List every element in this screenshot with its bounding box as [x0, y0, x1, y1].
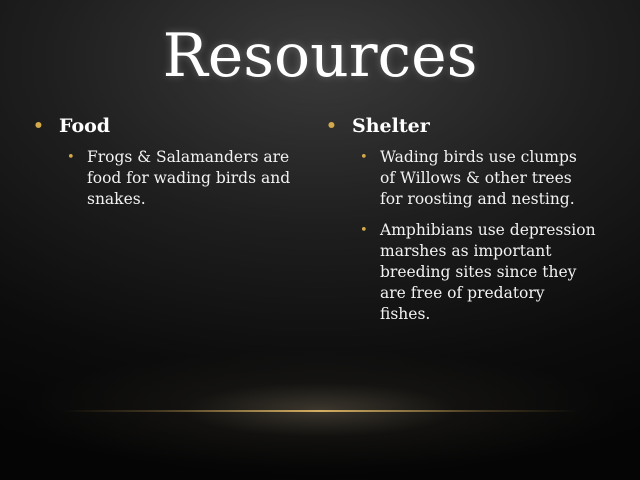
- bullet-icon: •: [326, 116, 337, 136]
- bullet-icon: •: [360, 223, 368, 238]
- slide-title: Resources: [162, 21, 478, 91]
- right-column: [326, 113, 596, 335]
- bullet-icon: •: [33, 116, 44, 136]
- list-item-text: Amphibians use depression marshes as important breeding sites since they are free of predatory fishes.: [380, 221, 596, 323]
- food-bullet: [33, 113, 293, 139]
- food-sublist: [67, 147, 293, 210]
- list-item-text: Frogs & Salamanders are food for wading birds and snakes.: [87, 148, 291, 208]
- left-column: [33, 113, 293, 220]
- bullet-icon: •: [360, 150, 368, 165]
- shelter-heading: Shelter: [352, 115, 430, 137]
- bullet-icon: •: [67, 150, 75, 165]
- food-heading: Food: [59, 115, 111, 137]
- horizon-glow-line: [60, 410, 580, 412]
- shelter-sublist: [360, 147, 596, 325]
- list-item: [67, 147, 293, 210]
- list-item-text: Wading birds use clumps of Willows & other trees for roosting and nesting.: [380, 148, 577, 208]
- list-item: [360, 220, 596, 325]
- shelter-bullet: [326, 113, 596, 139]
- list-item: [360, 147, 596, 210]
